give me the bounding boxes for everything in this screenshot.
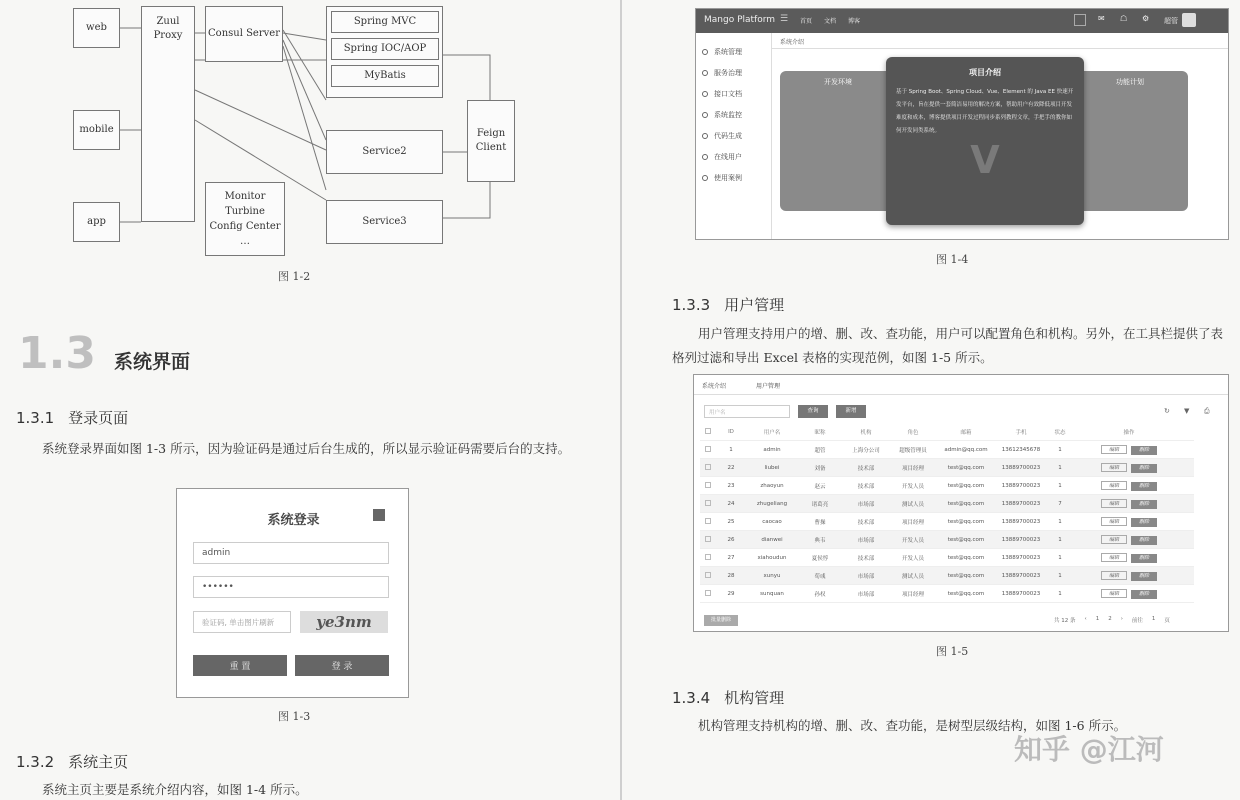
row-checkbox[interactable] (705, 590, 711, 596)
feign-client-box: Feign Client (467, 100, 515, 182)
table-cell: 29 (727, 590, 735, 597)
add-button[interactable]: 新增 (836, 405, 866, 418)
table-cell: 技术部 (857, 555, 875, 562)
table-row[interactable] (700, 477, 1194, 495)
row-checkbox[interactable] (705, 464, 711, 470)
table-cell: 26 (727, 536, 735, 543)
page-1[interactable]: 1 (1095, 616, 1100, 622)
star-icon (702, 133, 708, 139)
service1-stack (326, 6, 443, 98)
reset-button[interactable]: 重 置 (193, 655, 287, 676)
doc-icon (702, 91, 708, 97)
table-cell: 13889700023 (1001, 518, 1041, 525)
brand-name[interactable]: Mango Platform (704, 15, 776, 25)
tab-bar (694, 375, 1228, 395)
table-cell: 22 (727, 464, 735, 471)
edit-button[interactable]: 编辑 (1101, 517, 1127, 526)
sidebar-item-api-docs[interactable]: 接口文档 (696, 83, 771, 104)
row-checkbox[interactable] (705, 446, 711, 452)
table-cell: 13889700023 (1001, 482, 1041, 489)
service2-box: Service2 (326, 130, 443, 174)
table-cell: 1 (729, 446, 733, 453)
table-cell: 市场部 (857, 501, 875, 508)
delete-button[interactable]: 删除 (1131, 482, 1157, 491)
tab-intro[interactable]: 系统介绍 (780, 39, 805, 46)
table-cell: 1 (1058, 464, 1062, 471)
table-row[interactable] (700, 441, 1194, 459)
table-cell: admin (763, 446, 781, 453)
table-cell: 上海分公司 (852, 447, 880, 454)
zuul-proxy-box: Zuul Proxy (141, 6, 195, 222)
table-cell: 技术部 (857, 483, 875, 490)
table-cell: 荀彧 (814, 573, 826, 580)
goto-label: 前往 (1131, 618, 1143, 624)
table-cell: 超级管理员 (899, 447, 927, 454)
monitor-box: Monitor Turbine Config Center … (205, 182, 285, 256)
row-checkbox[interactable] (705, 482, 711, 488)
service-icon (702, 70, 708, 76)
card-feature-plan: 功能计划 (1072, 71, 1188, 211)
table-body (700, 441, 1194, 603)
table-cell: 市场部 (857, 591, 875, 598)
table-cell: 测试人员 (901, 501, 924, 508)
table-cell: liubei (764, 464, 780, 471)
table-cell: 刘备 (814, 465, 826, 472)
table-cell: test@qq.com (947, 518, 985, 525)
table-cell: test@qq.com (947, 590, 985, 597)
user-table (700, 423, 1194, 603)
vue-logo: V (970, 138, 1000, 182)
table-cell: xunyu (763, 572, 781, 579)
client-app: app (73, 202, 120, 242)
row-checkbox[interactable] (705, 554, 711, 560)
edit-button[interactable]: 编辑 (1101, 445, 1127, 454)
table-cell: 13889700023 (1001, 590, 1041, 597)
password-input[interactable]: •••••• (193, 576, 389, 598)
figure-caption: 图 1-3 (278, 710, 311, 723)
table-cell: 1 (1058, 554, 1062, 561)
top-menu-docs[interactable]: 文档 (824, 18, 837, 25)
goto-input[interactable]: 1 (1151, 616, 1156, 622)
section-paragraph: 用户管理支持用户的增、删、改、查功能，用户可以配置角色和机构。另外，在工具栏提供了表格列过滤和导出 Excel 表格的实现范例，如图 1-5 所示。 (672, 326, 1224, 365)
figure-caption: 图 1-2 (278, 270, 311, 283)
table-cell: 测试人员 (901, 573, 924, 580)
section-heading: 1.3.1 登录页面 (16, 409, 129, 427)
delete-button[interactable]: 删除 (1131, 464, 1157, 473)
user-management-screenshot (693, 374, 1229, 632)
table-cell: test@qq.com (947, 572, 985, 579)
table-cell: 市场部 (857, 537, 875, 544)
user-icon (702, 154, 708, 160)
chapter-title: 系统界面 (113, 351, 190, 373)
client-web: web (73, 8, 120, 48)
table-cell: zhaoyun (760, 482, 784, 489)
table-cell: 开发人员 (901, 537, 924, 544)
table-header: ID 用户名 昵称 机构 角色 邮箱 手机 状态 操作 (700, 423, 1194, 441)
tab-users[interactable]: 用户管理 (756, 383, 781, 390)
table-cell: 1 (1058, 446, 1062, 453)
message-icon[interactable]: ✉ (1098, 14, 1105, 23)
table-cell: 13889700023 (1001, 554, 1041, 561)
right-page (622, 0, 1240, 800)
sidebar (696, 33, 772, 239)
select-all-checkbox[interactable] (705, 428, 711, 434)
table-cell: 开发人员 (901, 555, 924, 562)
row-checkbox[interactable] (705, 500, 711, 506)
row-checkbox[interactable] (705, 536, 711, 542)
section-heading: 1.3.2 系统主页 (16, 753, 129, 771)
delete-button[interactable]: 删除 (1131, 572, 1157, 581)
sidebar-item-examples[interactable]: 使用案例 (696, 167, 771, 188)
delete-button[interactable]: 删除 (1131, 500, 1157, 509)
table-cell: 孙权 (814, 591, 826, 598)
zhihu-watermark: 知乎 @江河 (1014, 733, 1164, 766)
sidebar-item-online-users[interactable]: 在线用户 (696, 146, 771, 167)
table-cell: 24 (727, 500, 735, 507)
table-cell: 项目经理 (901, 519, 924, 526)
table-cell: 23 (727, 482, 735, 489)
username-label[interactable]: 超管 (1164, 17, 1178, 25)
pagination (1054, 616, 1170, 624)
section-heading: 1.3.3 用户管理 (672, 296, 785, 314)
theme-toggle-icon[interactable] (373, 509, 385, 521)
table-cell: test@qq.com (947, 536, 985, 543)
mango-home-screenshot (695, 8, 1229, 240)
filter-icon[interactable]: ▼ (1184, 407, 1190, 415)
table-cell: 曹操 (814, 519, 826, 526)
client-mobile: mobile (73, 110, 120, 150)
table-cell: 1 (1058, 536, 1062, 543)
table-cell: 13889700023 (1001, 536, 1041, 543)
export-icon[interactable]: ⎙ (1204, 407, 1210, 415)
batch-delete-button[interactable]: 批量删除 (704, 615, 738, 626)
chapter-heading (18, 328, 190, 379)
table-cell: 项目经理 (901, 591, 924, 598)
table-cell: 28 (727, 572, 735, 579)
edit-button[interactable]: 编辑 (1101, 571, 1127, 580)
top-menu-home[interactable]: 首页 (800, 18, 813, 25)
table-cell: 13889700023 (1001, 464, 1041, 471)
table-cell: 项目经理 (901, 465, 924, 472)
system-icon (702, 49, 708, 55)
table-row[interactable] (700, 495, 1194, 513)
table-cell: 13889700023 (1001, 572, 1041, 579)
page-2[interactable]: 2 (1108, 616, 1112, 622)
top-menu-blog[interactable]: 博客 (848, 18, 861, 25)
table-cell: sunquan (760, 590, 784, 597)
table-row[interactable] (700, 531, 1194, 549)
stack-mybatis: MyBatis (331, 65, 439, 87)
username-input[interactable]: admin (193, 542, 389, 564)
table-cell: 夏侯惇 (811, 555, 829, 562)
table-cell: test@qq.com (947, 464, 985, 471)
section-heading: 1.3.4 机构管理 (672, 689, 785, 707)
table-cell: 技术部 (857, 519, 875, 526)
table-cell: caocao (762, 518, 782, 525)
section-paragraph: 系统登录界面如图 1-3 所示，因为验证码是通过后台生成的，所以显示验证码需要后台的支持。 (42, 441, 571, 456)
row-checkbox[interactable] (705, 518, 711, 524)
table-cell: 1 (1058, 482, 1062, 489)
table-cell: 开发人员 (901, 483, 924, 490)
table-cell: 市场部 (857, 573, 875, 580)
table-cell: 超管 (814, 447, 826, 454)
settings-icon[interactable]: ⚙ (1142, 14, 1150, 23)
total-count: 共 12 条 (1054, 618, 1076, 624)
delete-button[interactable]: 删除 (1131, 536, 1157, 545)
case-icon (702, 175, 708, 181)
captcha-image[interactable]: ye3nm (300, 611, 388, 633)
stack-spring-ioc: Spring IOC/AOP (331, 38, 439, 60)
delete-button[interactable]: 删除 (1131, 518, 1157, 527)
table-cell: 27 (727, 554, 735, 561)
table-cell: 7 (1058, 500, 1062, 507)
table-cell: 13889700023 (1001, 500, 1041, 507)
monitor-icon (702, 112, 708, 118)
sidebar-item-codegen[interactable]: 代码生成 (696, 125, 771, 146)
edit-button[interactable]: 编辑 (1101, 481, 1127, 490)
table-cell: test@qq.com (947, 482, 985, 489)
figure-caption: 图 1-5 (936, 645, 969, 658)
table-cell: 1 (1058, 572, 1062, 579)
card-dev-env: 开发环境 (780, 71, 896, 211)
edit-button[interactable]: 编辑 (1101, 463, 1127, 472)
captcha-input[interactable]: 验证码, 单击图片刷新 (193, 611, 291, 633)
table-cell: 赵云 (814, 483, 826, 490)
delete-button[interactable]: 删除 (1131, 590, 1157, 599)
service3-box: Service3 (326, 200, 443, 244)
table-cell: admin@qq.com (944, 446, 988, 453)
username-search-input[interactable]: 用户名 (704, 405, 790, 418)
table-cell: xiahoudun (757, 554, 787, 561)
table-row[interactable] (700, 585, 1194, 603)
edit-button[interactable]: 编辑 (1101, 535, 1127, 544)
edit-button[interactable]: 编辑 (1101, 553, 1127, 562)
login-button[interactable]: 登 录 (295, 655, 389, 676)
table-cell: 13612345678 (1001, 446, 1041, 453)
login-screenshot (176, 488, 409, 698)
delete-button[interactable]: 删除 (1131, 446, 1157, 455)
login-title: 系统登录 (267, 513, 320, 528)
row-checkbox[interactable] (705, 572, 711, 578)
prev-page-icon[interactable]: ‹ (1084, 616, 1087, 622)
theme-picker-icon[interactable] (1074, 14, 1086, 26)
section-paragraph: 机构管理支持机构的增、删、改、查功能，是树型层级结构，如图 1-6 所示。 (698, 718, 1127, 733)
sidebar-item-system[interactable]: 系统管理 (696, 41, 771, 62)
refresh-icon[interactable]: ↻ (1164, 407, 1170, 415)
figure-caption: 图 1-4 (936, 253, 969, 266)
table-cell: 1 (1058, 590, 1062, 597)
tab-bar (772, 33, 1228, 49)
query-button[interactable]: 查询 (798, 405, 828, 418)
consul-server-box: Consul Server (205, 6, 283, 62)
table-row[interactable] (700, 459, 1194, 477)
table-cell: dianwei (761, 536, 783, 543)
stack-spring-mvc: Spring MVC (331, 11, 439, 33)
next-page-icon[interactable]: › (1120, 616, 1123, 622)
table-cell: 典韦 (814, 537, 826, 544)
table-cell: zhugeliang (756, 500, 788, 507)
table-cell: 1 (1058, 518, 1062, 525)
top-navbar (696, 9, 1228, 33)
section-paragraph: 系统主页主要是系统介绍内容，如图 1-4 所示。 (42, 782, 308, 797)
table-cell: test@qq.com (947, 500, 985, 507)
table-cell: 技术部 (857, 465, 875, 472)
sidebar-item-service[interactable]: 服务治理 (696, 62, 771, 83)
table-row[interactable] (700, 549, 1194, 567)
sidebar-item-monitor[interactable]: 系统监控 (696, 104, 771, 125)
chapter-number: 1.3 (18, 328, 96, 379)
avatar[interactable] (1182, 13, 1196, 27)
table-row[interactable] (700, 513, 1194, 531)
edit-button[interactable]: 编辑 (1101, 499, 1127, 508)
menu-toggle-icon[interactable]: ☰ (780, 14, 789, 24)
tab-intro[interactable]: 系统介绍 (702, 383, 727, 390)
delete-button[interactable]: 删除 (1131, 554, 1157, 563)
page-suffix: 页 (1164, 618, 1170, 624)
table-cell: 诸葛亮 (811, 501, 829, 508)
edit-button[interactable]: 编辑 (1101, 589, 1127, 598)
notice-icon[interactable]: ☖ (1120, 14, 1128, 23)
card-project-intro: 项目介绍 基于 Spring Boot、Spring Cloud、Vue、Element 的 Java EE 快速开发平台，旨在提供一套简洁易用的解决方案，帮助用户有效降低项目开发难度和成本，博客提供项目开发过程同步系列教程文章，手把手的教你如何开发同类系统。 V (886, 57, 1084, 225)
table-row[interactable] (700, 567, 1194, 585)
table-cell: test@qq.com (947, 554, 985, 561)
table-cell: 25 (727, 518, 735, 525)
